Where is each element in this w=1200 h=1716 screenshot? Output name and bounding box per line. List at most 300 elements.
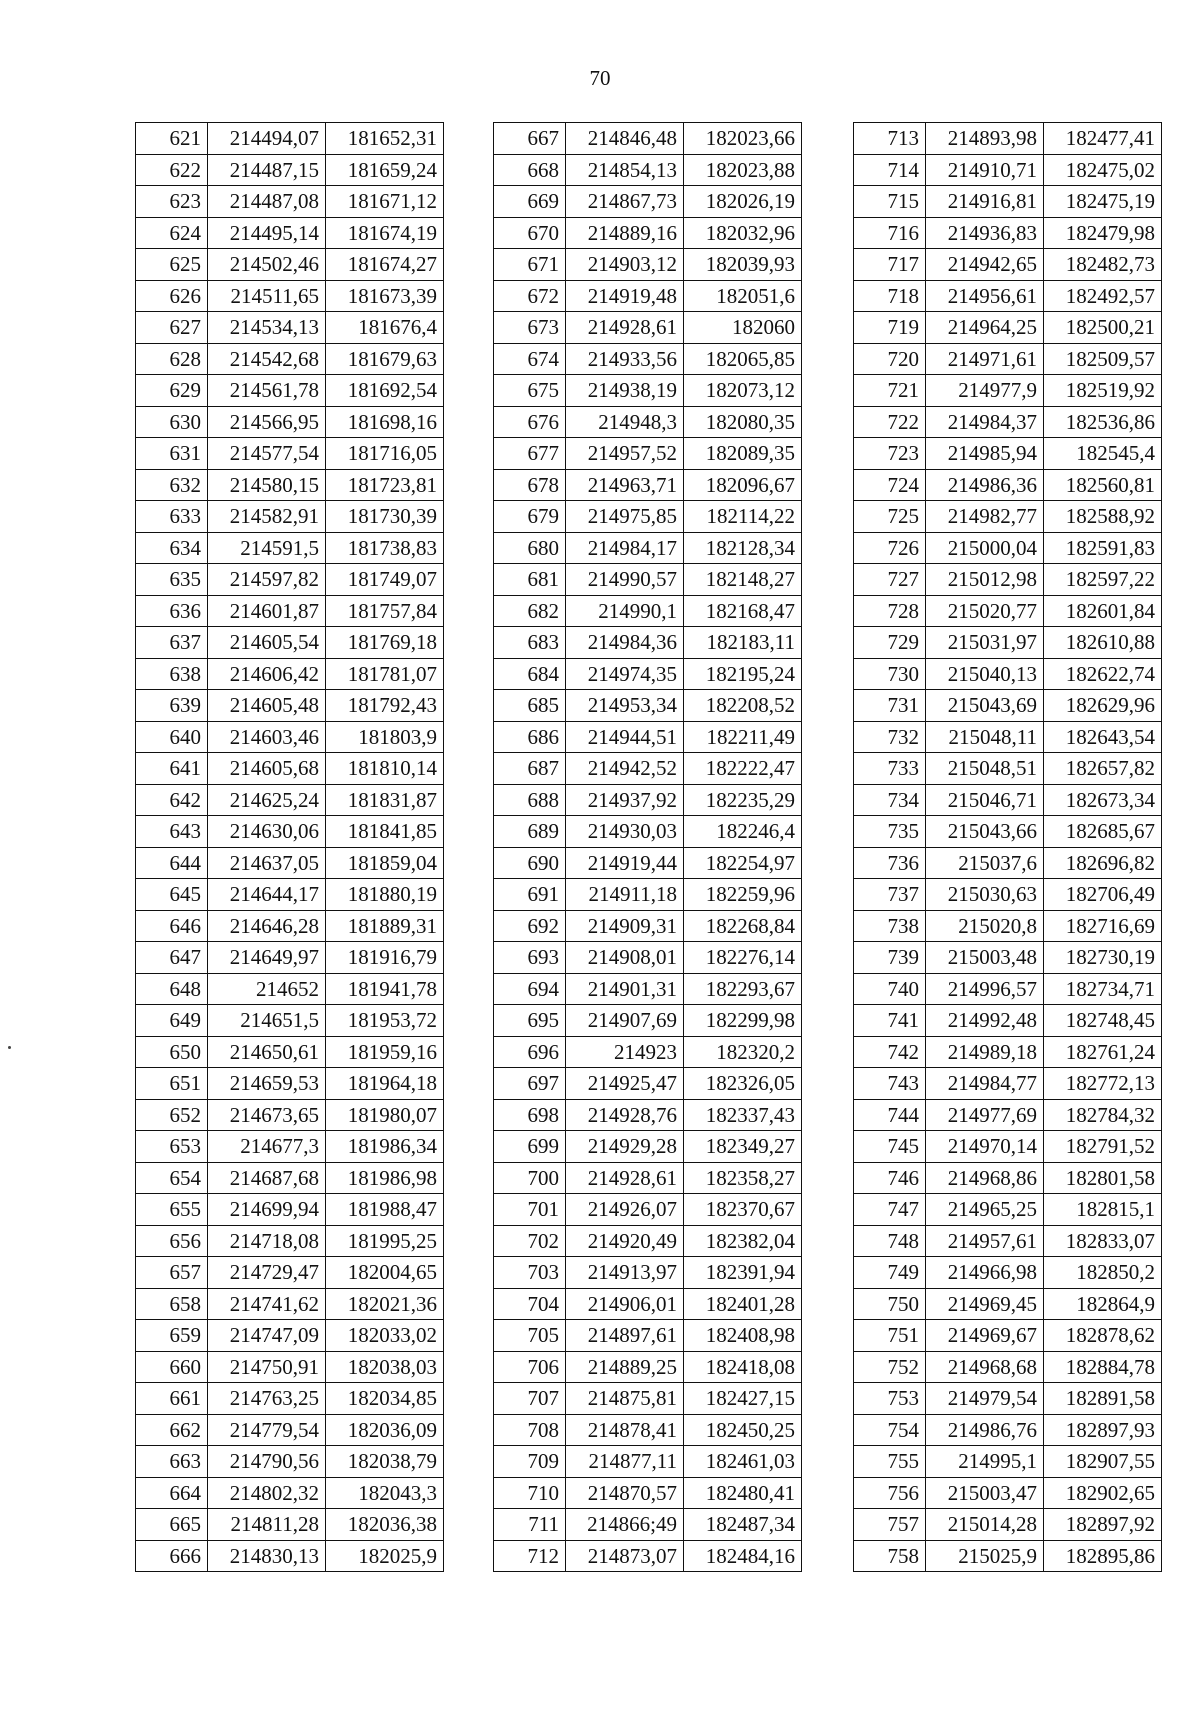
- table-row: [136, 1194, 444, 1226]
- y-coordinate-cell: 182907,55: [1044, 1446, 1162, 1478]
- table-row: [136, 721, 444, 753]
- x-coordinate-cell: 214974,35: [566, 658, 684, 690]
- point-number-cell: 646: [136, 910, 208, 942]
- y-coordinate-cell: 182509,57: [1044, 343, 1162, 375]
- y-coordinate-cell: 182080,35: [684, 406, 802, 438]
- table-row: [136, 564, 444, 596]
- y-coordinate-cell: 182536,86: [1044, 406, 1162, 438]
- y-coordinate-cell: 182023,66: [684, 123, 802, 155]
- x-coordinate-cell: 214542,68: [208, 343, 326, 375]
- table-row: [136, 1509, 444, 1541]
- point-number-cell: 693: [494, 942, 566, 974]
- point-number-cell: 709: [494, 1446, 566, 1478]
- point-number-cell: 705: [494, 1320, 566, 1352]
- y-coordinate-cell: 182560,81: [1044, 469, 1162, 501]
- x-coordinate-cell: 215025,9: [926, 1540, 1044, 1572]
- table-row: [854, 1099, 1162, 1131]
- table-row: [854, 1383, 1162, 1415]
- table-row: [136, 532, 444, 564]
- table-row: [854, 627, 1162, 659]
- x-coordinate-cell: 214673,65: [208, 1099, 326, 1131]
- x-coordinate-cell: 215014,28: [926, 1509, 1044, 1541]
- x-coordinate-cell: 214646,28: [208, 910, 326, 942]
- table-row: [854, 1257, 1162, 1289]
- x-coordinate-cell: 214907,69: [566, 1005, 684, 1037]
- x-coordinate-cell: 214970,14: [926, 1131, 1044, 1163]
- table-row: [494, 501, 802, 533]
- table-row: [854, 690, 1162, 722]
- y-coordinate-cell: 182487,34: [684, 1509, 802, 1541]
- table-row: [136, 186, 444, 218]
- y-coordinate-cell: 181792,43: [326, 690, 444, 722]
- table-row: [494, 721, 802, 753]
- y-coordinate-cell: 182479,98: [1044, 217, 1162, 249]
- y-coordinate-cell: 182864,9: [1044, 1288, 1162, 1320]
- y-coordinate-cell: 182004,65: [326, 1257, 444, 1289]
- y-coordinate-cell: 182685,67: [1044, 816, 1162, 848]
- scan-speck: [8, 1046, 11, 1049]
- y-coordinate-cell: 182591,83: [1044, 532, 1162, 564]
- x-coordinate-cell: 214968,86: [926, 1162, 1044, 1194]
- table-row: [854, 784, 1162, 816]
- point-number-cell: 755: [854, 1446, 926, 1478]
- y-coordinate-cell: 182815,1: [1044, 1194, 1162, 1226]
- y-coordinate-cell: 182545,4: [1044, 438, 1162, 470]
- x-coordinate-cell: 214687,68: [208, 1162, 326, 1194]
- x-coordinate-cell: 214502,46: [208, 249, 326, 281]
- y-coordinate-cell: 182801,58: [1044, 1162, 1162, 1194]
- x-coordinate-cell: 214944,51: [566, 721, 684, 753]
- point-number-cell: 731: [854, 690, 926, 722]
- point-number-cell: 730: [854, 658, 926, 690]
- table-row: [494, 1005, 802, 1037]
- x-coordinate-cell: 214630,06: [208, 816, 326, 848]
- table-row: [854, 1036, 1162, 1068]
- x-coordinate-cell: 214923: [566, 1036, 684, 1068]
- x-coordinate-cell: 214990,57: [566, 564, 684, 596]
- y-coordinate-cell: 182222,47: [684, 753, 802, 785]
- table-row: [136, 1414, 444, 1446]
- y-coordinate-cell: 182673,34: [1044, 784, 1162, 816]
- table-row: [136, 1162, 444, 1194]
- x-coordinate-cell: 214649,97: [208, 942, 326, 974]
- point-number-cell: 746: [854, 1162, 926, 1194]
- x-coordinate-cell: 214889,16: [566, 217, 684, 249]
- point-number-cell: 690: [494, 847, 566, 879]
- point-number-cell: 751: [854, 1320, 926, 1352]
- y-coordinate-cell: 182622,74: [1044, 658, 1162, 690]
- point-number-cell: 664: [136, 1477, 208, 1509]
- point-number-cell: 676: [494, 406, 566, 438]
- y-coordinate-cell: 182482,73: [1044, 249, 1162, 281]
- point-number-cell: 621: [136, 123, 208, 155]
- point-number-cell: 728: [854, 595, 926, 627]
- x-coordinate-cell: 214659,53: [208, 1068, 326, 1100]
- table-row: [494, 1068, 802, 1100]
- x-coordinate-cell: 214906,01: [566, 1288, 684, 1320]
- y-coordinate-cell: 182850,2: [1044, 1257, 1162, 1289]
- x-coordinate-cell: 214957,61: [926, 1225, 1044, 1257]
- point-number-cell: 639: [136, 690, 208, 722]
- table-row: [136, 1099, 444, 1131]
- y-coordinate-cell: 182601,84: [1044, 595, 1162, 627]
- point-number-cell: 674: [494, 343, 566, 375]
- table-row: [494, 1446, 802, 1478]
- point-number-cell: 704: [494, 1288, 566, 1320]
- table-row: [854, 1540, 1162, 1572]
- table-row: [136, 1320, 444, 1352]
- point-number-cell: 695: [494, 1005, 566, 1037]
- table-row: [136, 1257, 444, 1289]
- x-coordinate-cell: 214747,09: [208, 1320, 326, 1352]
- table-row: [494, 879, 802, 911]
- table-row: [136, 1288, 444, 1320]
- x-coordinate-cell: 214953,34: [566, 690, 684, 722]
- y-coordinate-cell: 182716,69: [1044, 910, 1162, 942]
- y-coordinate-cell: 181673,39: [326, 280, 444, 312]
- table-row: [494, 658, 802, 690]
- point-number-cell: 657: [136, 1257, 208, 1289]
- y-coordinate-cell: 182195,24: [684, 658, 802, 690]
- x-coordinate-cell: 215020,77: [926, 595, 1044, 627]
- table-row: [494, 1162, 802, 1194]
- y-coordinate-cell: 181988,47: [326, 1194, 444, 1226]
- y-coordinate-cell: 181674,27: [326, 249, 444, 281]
- point-number-cell: 722: [854, 406, 926, 438]
- x-coordinate-cell: 214919,44: [566, 847, 684, 879]
- x-coordinate-cell: 214644,17: [208, 879, 326, 911]
- x-coordinate-cell: 214606,42: [208, 658, 326, 690]
- x-coordinate-cell: 215046,71: [926, 784, 1044, 816]
- table-row: [136, 1383, 444, 1415]
- x-coordinate-cell: 214995,1: [926, 1446, 1044, 1478]
- table-row: [136, 343, 444, 375]
- x-coordinate-cell: 214603,46: [208, 721, 326, 753]
- table-row: [854, 1351, 1162, 1383]
- table-row: [494, 1414, 802, 1446]
- x-coordinate-cell: 214930,03: [566, 816, 684, 848]
- y-coordinate-cell: 182043,3: [326, 1477, 444, 1509]
- y-coordinate-cell: 181652,31: [326, 123, 444, 155]
- y-coordinate-cell: 182391,94: [684, 1257, 802, 1289]
- table-row: [136, 249, 444, 281]
- y-coordinate-cell: 181880,19: [326, 879, 444, 911]
- table-row: [494, 1383, 802, 1415]
- y-coordinate-cell: 182408,98: [684, 1320, 802, 1352]
- x-coordinate-cell: 214996,57: [926, 973, 1044, 1005]
- point-number-cell: 663: [136, 1446, 208, 1478]
- point-number-cell: 673: [494, 312, 566, 344]
- x-coordinate-cell: 214919,48: [566, 280, 684, 312]
- y-coordinate-cell: 181986,34: [326, 1131, 444, 1163]
- point-number-cell: 626: [136, 280, 208, 312]
- x-coordinate-cell: 214928,61: [566, 1162, 684, 1194]
- y-coordinate-cell: 182791,52: [1044, 1131, 1162, 1163]
- table-row: [136, 501, 444, 533]
- x-coordinate-cell: 214971,61: [926, 343, 1044, 375]
- table-row: [494, 1194, 802, 1226]
- y-coordinate-cell: 182477,41: [1044, 123, 1162, 155]
- x-coordinate-cell: 214637,05: [208, 847, 326, 879]
- table-row: [494, 1036, 802, 1068]
- point-number-cell: 757: [854, 1509, 926, 1541]
- point-number-cell: 644: [136, 847, 208, 879]
- y-coordinate-cell: 181749,07: [326, 564, 444, 596]
- point-number-cell: 727: [854, 564, 926, 596]
- point-number-cell: 702: [494, 1225, 566, 1257]
- x-coordinate-cell: 214977,9: [926, 375, 1044, 407]
- table-row: [136, 123, 444, 155]
- x-coordinate-cell: 214969,67: [926, 1320, 1044, 1352]
- table-row: [494, 1320, 802, 1352]
- x-coordinate-cell: 214487,15: [208, 154, 326, 186]
- point-number-cell: 685: [494, 690, 566, 722]
- x-coordinate-cell: 214741,62: [208, 1288, 326, 1320]
- table-row: [494, 469, 802, 501]
- table-row: [854, 753, 1162, 785]
- y-coordinate-cell: 182358,27: [684, 1162, 802, 1194]
- point-number-cell: 641: [136, 753, 208, 785]
- x-coordinate-cell: 215003,47: [926, 1477, 1044, 1509]
- x-coordinate-cell: 214779,54: [208, 1414, 326, 1446]
- table-row: [854, 1288, 1162, 1320]
- y-coordinate-cell: 181810,14: [326, 753, 444, 785]
- point-number-cell: 668: [494, 154, 566, 186]
- y-coordinate-cell: 182772,13: [1044, 1068, 1162, 1100]
- y-coordinate-cell: 182211,49: [684, 721, 802, 753]
- point-number-cell: 665: [136, 1509, 208, 1541]
- point-number-cell: 662: [136, 1414, 208, 1446]
- point-number-cell: 666: [136, 1540, 208, 1572]
- x-coordinate-cell: 214830,13: [208, 1540, 326, 1572]
- point-number-cell: 715: [854, 186, 926, 218]
- point-number-cell: 700: [494, 1162, 566, 1194]
- point-number-cell: 624: [136, 217, 208, 249]
- point-number-cell: 671: [494, 249, 566, 281]
- table-row: [136, 816, 444, 848]
- table-row: [854, 658, 1162, 690]
- point-number-cell: 651: [136, 1068, 208, 1100]
- x-coordinate-cell: 214494,07: [208, 123, 326, 155]
- table-row: [854, 186, 1162, 218]
- y-coordinate-cell: 182276,14: [684, 942, 802, 974]
- point-number-cell: 732: [854, 721, 926, 753]
- point-number-cell: 683: [494, 627, 566, 659]
- point-number-cell: 661: [136, 1383, 208, 1415]
- y-coordinate-cell: 181831,87: [326, 784, 444, 816]
- y-coordinate-cell: 182039,93: [684, 249, 802, 281]
- table-row: [136, 280, 444, 312]
- y-coordinate-cell: 181964,18: [326, 1068, 444, 1100]
- table-row: [136, 312, 444, 344]
- y-coordinate-cell: 182073,12: [684, 375, 802, 407]
- table-row: [854, 1477, 1162, 1509]
- table-row: [136, 1477, 444, 1509]
- table-row: [854, 1414, 1162, 1446]
- x-coordinate-cell: 214966,98: [926, 1257, 1044, 1289]
- x-coordinate-cell: 215003,48: [926, 942, 1044, 974]
- y-coordinate-cell: 181995,25: [326, 1225, 444, 1257]
- point-number-cell: 689: [494, 816, 566, 848]
- table-row: [854, 973, 1162, 1005]
- point-number-cell: 747: [854, 1194, 926, 1226]
- x-coordinate-cell: 214986,76: [926, 1414, 1044, 1446]
- point-number-cell: 652: [136, 1099, 208, 1131]
- x-coordinate-cell: 214982,77: [926, 501, 1044, 533]
- x-coordinate-cell: 214846,48: [566, 123, 684, 155]
- point-number-cell: 737: [854, 879, 926, 911]
- y-coordinate-cell: 182038,03: [326, 1351, 444, 1383]
- x-coordinate-cell: 214909,31: [566, 910, 684, 942]
- y-coordinate-cell: 181941,78: [326, 973, 444, 1005]
- table-row: [494, 973, 802, 1005]
- x-coordinate-cell: 214990,1: [566, 595, 684, 627]
- x-coordinate-cell: 215000,04: [926, 532, 1044, 564]
- x-coordinate-cell: 214920,49: [566, 1225, 684, 1257]
- point-number-cell: 717: [854, 249, 926, 281]
- y-coordinate-cell: 182021,36: [326, 1288, 444, 1320]
- point-number-cell: 692: [494, 910, 566, 942]
- x-coordinate-cell: 214893,98: [926, 123, 1044, 155]
- x-coordinate-cell: 214911,18: [566, 879, 684, 911]
- coordinates-table-1: [135, 122, 444, 1572]
- x-coordinate-cell: 214763,25: [208, 1383, 326, 1415]
- table-row: [854, 1005, 1162, 1037]
- point-number-cell: 648: [136, 973, 208, 1005]
- x-coordinate-cell: 214889,25: [566, 1351, 684, 1383]
- table-row: [854, 942, 1162, 974]
- y-coordinate-cell: 182895,86: [1044, 1540, 1162, 1572]
- y-coordinate-cell: 182706,49: [1044, 879, 1162, 911]
- table-row: [136, 942, 444, 974]
- point-number-cell: 643: [136, 816, 208, 848]
- point-number-cell: 686: [494, 721, 566, 753]
- x-coordinate-cell: 214968,68: [926, 1351, 1044, 1383]
- y-coordinate-cell: 181698,16: [326, 406, 444, 438]
- y-coordinate-cell: 181723,81: [326, 469, 444, 501]
- table-row: [854, 1068, 1162, 1100]
- x-coordinate-cell: 214901,31: [566, 973, 684, 1005]
- table-row: [136, 879, 444, 911]
- point-number-cell: 667: [494, 123, 566, 155]
- table-row: [854, 438, 1162, 470]
- table-row: [136, 1131, 444, 1163]
- x-coordinate-cell: 214854,13: [566, 154, 684, 186]
- table-row: [854, 910, 1162, 942]
- table-row: [136, 690, 444, 722]
- x-coordinate-cell: 214878,41: [566, 1414, 684, 1446]
- y-coordinate-cell: 182235,29: [684, 784, 802, 816]
- x-coordinate-cell: 214989,18: [926, 1036, 1044, 1068]
- point-number-cell: 718: [854, 280, 926, 312]
- point-number-cell: 748: [854, 1225, 926, 1257]
- table-row: [494, 123, 802, 155]
- table-row: [136, 1068, 444, 1100]
- table-row: [136, 1540, 444, 1572]
- point-number-cell: 638: [136, 658, 208, 690]
- x-coordinate-cell: 214956,61: [926, 280, 1044, 312]
- table-row: [494, 627, 802, 659]
- y-coordinate-cell: 182500,21: [1044, 312, 1162, 344]
- point-number-cell: 725: [854, 501, 926, 533]
- table-row: [854, 312, 1162, 344]
- y-coordinate-cell: 182183,11: [684, 627, 802, 659]
- point-number-cell: 754: [854, 1414, 926, 1446]
- table-row: [136, 1446, 444, 1478]
- x-coordinate-cell: 214984,36: [566, 627, 684, 659]
- table-row: [136, 217, 444, 249]
- table-row: [854, 280, 1162, 312]
- point-number-cell: 645: [136, 879, 208, 911]
- y-coordinate-cell: 182349,27: [684, 1131, 802, 1163]
- table-row: [854, 595, 1162, 627]
- x-coordinate-cell: 214897,61: [566, 1320, 684, 1352]
- y-coordinate-cell: 182148,27: [684, 564, 802, 596]
- x-coordinate-cell: 214605,68: [208, 753, 326, 785]
- coordinates-table-3: [853, 122, 1162, 1572]
- y-coordinate-cell: 181986,98: [326, 1162, 444, 1194]
- point-number-cell: 684: [494, 658, 566, 690]
- x-coordinate-cell: 215043,66: [926, 816, 1044, 848]
- point-number-cell: 670: [494, 217, 566, 249]
- y-coordinate-cell: 181674,19: [326, 217, 444, 249]
- y-coordinate-cell: 182891,58: [1044, 1383, 1162, 1415]
- point-number-cell: 743: [854, 1068, 926, 1100]
- table-row: [854, 816, 1162, 848]
- y-coordinate-cell: 182519,92: [1044, 375, 1162, 407]
- y-coordinate-cell: 182833,07: [1044, 1225, 1162, 1257]
- point-number-cell: 653: [136, 1131, 208, 1163]
- point-number-cell: 627: [136, 312, 208, 344]
- table-row: [494, 1509, 802, 1541]
- y-coordinate-cell: 182461,03: [684, 1446, 802, 1478]
- x-coordinate-cell: 214790,56: [208, 1446, 326, 1478]
- point-number-cell: 655: [136, 1194, 208, 1226]
- point-number-cell: 632: [136, 469, 208, 501]
- x-coordinate-cell: 214597,82: [208, 564, 326, 596]
- point-number-cell: 634: [136, 532, 208, 564]
- x-coordinate-cell: 214979,54: [926, 1383, 1044, 1415]
- table-row: [136, 1225, 444, 1257]
- table-row: [136, 375, 444, 407]
- point-number-cell: 735: [854, 816, 926, 848]
- coordinates-table-2: [493, 122, 802, 1572]
- y-coordinate-cell: 182418,08: [684, 1351, 802, 1383]
- point-number-cell: 681: [494, 564, 566, 596]
- y-coordinate-cell: 182696,82: [1044, 847, 1162, 879]
- y-coordinate-cell: 181730,39: [326, 501, 444, 533]
- y-coordinate-cell: 181671,12: [326, 186, 444, 218]
- x-coordinate-cell: 214652: [208, 973, 326, 1005]
- x-coordinate-cell: 214577,54: [208, 438, 326, 470]
- x-coordinate-cell: 214936,83: [926, 217, 1044, 249]
- y-coordinate-cell: 182254,97: [684, 847, 802, 879]
- table-row: [136, 847, 444, 879]
- x-coordinate-cell: 214750,91: [208, 1351, 326, 1383]
- point-number-cell: 711: [494, 1509, 566, 1541]
- x-coordinate-cell: 214933,56: [566, 343, 684, 375]
- point-number-cell: 691: [494, 879, 566, 911]
- table-row: [136, 973, 444, 1005]
- x-coordinate-cell: 215043,69: [926, 690, 1044, 722]
- table-row: [136, 438, 444, 470]
- table-row: [494, 753, 802, 785]
- x-coordinate-cell: 214877,11: [566, 1446, 684, 1478]
- x-coordinate-cell: 214913,97: [566, 1257, 684, 1289]
- table-row: [494, 186, 802, 218]
- point-number-cell: 740: [854, 973, 926, 1005]
- y-coordinate-cell: 182902,65: [1044, 1477, 1162, 1509]
